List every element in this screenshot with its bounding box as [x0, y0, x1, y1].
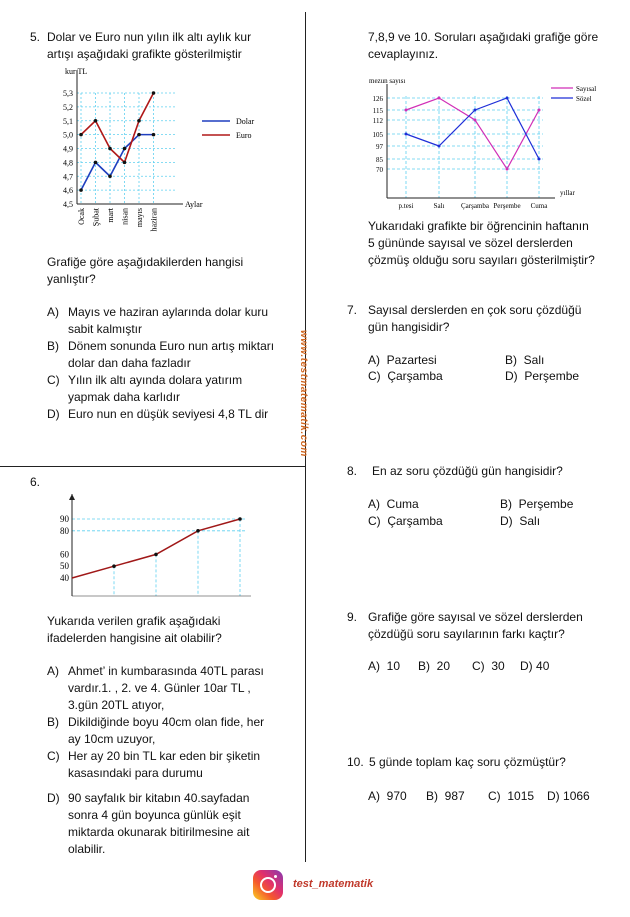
q7-option-b[interactable]: [505, 352, 544, 369]
y-tick-label: 4,9: [63, 144, 73, 154]
q7-option-b-letter: B): [505, 353, 517, 367]
q5-stem-line2: artışı aşağıdaki grafikte gösterilmiştir: [47, 47, 242, 61]
q6-option-a-line3: 3.gün 20TL atıyor,: [68, 698, 165, 712]
x-tick-label: Ocak: [77, 208, 86, 225]
q5-option-a-letter: A): [47, 305, 59, 319]
q5-option-d-letter: D): [47, 407, 60, 421]
q10-option-b-letter: B): [426, 789, 438, 803]
q9-stem-line2: çözdüğü soru sayılarının farkı kaçtır?: [368, 627, 565, 641]
x-tick-label: Çarşamba: [461, 202, 489, 210]
q8-option-c-text: Çarşamba: [387, 514, 443, 528]
legend-label: Sayısal: [576, 85, 597, 93]
q7-option-a-text: Pazartesi: [386, 353, 437, 367]
q7-option-c[interactable]: [368, 368, 443, 385]
q9-option-a-text: 10: [386, 659, 401, 673]
y-axis-label: kur TL: [65, 67, 88, 76]
watermark-text: www.testmatematik.com: [298, 330, 309, 457]
q9-option-d-text: 40: [536, 659, 550, 673]
data-point: [152, 133, 156, 137]
y-tick-label: 40: [60, 573, 69, 583]
study-questions-chart: [325, 76, 620, 216]
desc-line2: 5 gününde sayısal ve sözel derslerden: [368, 236, 573, 250]
y-axis-arrow-icon: [69, 494, 75, 500]
q9-stem-line1: Grafiğe göre sayısal ve sözel derslerden: [368, 610, 583, 624]
q10-option-b[interactable]: [426, 788, 465, 805]
q10-option-a-text: 970: [386, 789, 407, 803]
x-axis-label: yıllar: [560, 189, 575, 197]
instagram-icon-flash: [274, 875, 277, 878]
q10-option-d-letter: D): [547, 789, 560, 803]
q9-option-c-text: 30: [491, 659, 505, 673]
y-tick-label: 90: [60, 514, 69, 524]
data-point: [474, 109, 477, 112]
q5-option-c-letter: C): [47, 373, 60, 387]
q6-option-b-line2: ay 10cm uzuyor,: [68, 732, 156, 746]
series-line-sayisal: [406, 98, 539, 169]
q7-number: 7.: [347, 303, 358, 317]
q7-stem-line1: Sayısal derslerden en çok soru çözdüğü: [368, 303, 582, 317]
q6-option-c-line2: kasasındaki para durumu: [68, 766, 203, 780]
data-point: [438, 97, 441, 100]
q10-option-d-text: 1066: [563, 789, 590, 803]
q6-prompt-line2: ifadelerden hangisine ait olabilir?: [47, 631, 222, 645]
q6-option-b-letter: B): [47, 715, 59, 729]
q7-stem-line2: gün hangisidir?: [368, 320, 450, 334]
y-tick-label: 4,6: [63, 186, 73, 196]
legend-label: Euro: [236, 131, 252, 140]
data-point: [123, 147, 127, 151]
q8-option-c[interactable]: [368, 513, 443, 530]
q8-option-a[interactable]: [368, 496, 419, 513]
data-point: [474, 119, 477, 122]
x-axis-label: Aylar: [185, 200, 203, 209]
q8-stem-line1: En az soru çözdüğü gün hangisidir?: [372, 464, 563, 478]
q9-option-c[interactable]: [472, 658, 505, 675]
q9-option-b-text: 20: [436, 659, 451, 673]
intro-line2: cevaplayınız.: [368, 47, 439, 61]
x-tick-label: Perşembe: [493, 202, 521, 210]
y-tick-label: 112: [372, 117, 383, 125]
q9-option-a-letter: A): [368, 659, 380, 673]
q7-option-d-text: Perşembe: [524, 369, 580, 383]
q6-option-d-line3: miktarda okunarak bitirilmesine ait: [68, 825, 250, 839]
q7-option-a[interactable]: [368, 352, 437, 369]
q8-option-d-text: Salı: [519, 514, 541, 528]
data-point: [506, 97, 509, 100]
data-point: [79, 188, 83, 192]
q8-option-d[interactable]: [500, 513, 540, 530]
q9-option-a[interactable]: [368, 658, 400, 675]
q5-option-d-line1: Euro nun en düşük seviyesi 4,8 TL dir: [68, 407, 269, 421]
data-point: [405, 109, 408, 112]
data-point: [108, 147, 112, 151]
y-tick-label: 4,5: [63, 200, 73, 209]
series-line-sozel: [406, 98, 539, 159]
y-axis-label: mezun sayısı: [369, 77, 406, 85]
q7-option-d[interactable]: [505, 368, 579, 385]
q6-option-d-letter: D): [47, 791, 60, 805]
desc-line3: çözmüş olduğu soru sayıları gösterilmiştir?: [368, 253, 595, 267]
q8-option-d-letter: D): [500, 514, 513, 528]
instagram-icon-lens: [260, 877, 276, 893]
q7-option-c-letter: C): [368, 369, 381, 383]
q5-prompt-line2: yanlıştır?: [47, 272, 96, 286]
y-tick-label: 5,3: [63, 89, 73, 98]
data-point: [94, 161, 98, 165]
q6-prompt-line1: Yukarıda verilen grafik aşağıdaki: [47, 614, 221, 628]
q6-option-b-line1: Dikildiğinde boyu 40cm olan fide, her: [68, 715, 265, 729]
legend-label: Sözel: [576, 95, 592, 103]
q6-number: 6.: [30, 475, 41, 489]
q9-number: 9.: [347, 610, 358, 624]
data-point: [154, 553, 158, 557]
q5-option-a-line2: sabit kalmıştır: [68, 322, 143, 336]
q5-number: 5.: [30, 30, 41, 44]
q10-number: 10.: [347, 755, 364, 769]
series-line: [72, 519, 240, 578]
y-tick-label: 115: [372, 107, 383, 115]
section-divider: [0, 466, 305, 467]
q8-option-b-letter: B): [500, 497, 512, 511]
data-point: [438, 145, 441, 148]
y-tick-label: 85: [376, 156, 383, 164]
x-tick-label: nisan: [120, 208, 130, 225]
data-point: [405, 133, 408, 136]
y-tick-label: 5,0: [63, 130, 73, 140]
y-tick-label: 70: [376, 166, 383, 174]
q10-option-c-letter: C): [488, 789, 501, 803]
q8-number: 8.: [347, 464, 358, 478]
q9-option-b-letter: B): [418, 659, 430, 673]
data-point: [538, 109, 541, 112]
x-tick-label: haziran: [149, 208, 159, 232]
y-tick-label: 80: [60, 525, 69, 536]
q10-option-c[interactable]: [488, 788, 534, 805]
x-tick-label: mayıs: [135, 208, 144, 228]
y-tick-label: 126: [372, 95, 383, 103]
y-tick-label: 5,1: [63, 116, 73, 126]
q5-prompt-line1: Grafiğe göre aşağıdakilerden hangisi: [47, 255, 244, 269]
q6-option-d-line2: sonra 4 gün boyunca günlük eşit: [68, 808, 241, 822]
q10-option-b-text: 987: [444, 789, 465, 803]
y-tick-label: 4,8: [63, 158, 73, 168]
q7-option-c-text: Çarşamba: [387, 369, 443, 383]
q5-option-a-line1: Mayıs ve haziran aylarında dolar kuru: [68, 305, 269, 319]
legend-label: Dolar: [236, 117, 255, 126]
y-tick-label: 97: [376, 143, 383, 151]
x-tick-label: Cuma: [530, 202, 548, 210]
q7-option-a-letter: A): [368, 353, 380, 367]
x-tick-label: mart: [106, 208, 115, 223]
q6-option-d-line1: 90 sayfalık bir kitabın 40.sayfadan: [68, 791, 250, 805]
data-point: [506, 168, 509, 171]
data-point: [112, 564, 116, 568]
q9-option-c-letter: C): [472, 659, 485, 673]
data-point: [123, 161, 127, 165]
q10-stem-line1: 5 günde toplam kaç soru çözmüştür?: [369, 755, 566, 769]
x-tick-label: p.tesi: [398, 202, 414, 210]
q8-option-a-text: Cuma: [386, 497, 419, 511]
q9-option-d-letter: D): [520, 659, 533, 673]
data-point: [137, 119, 141, 123]
data-point: [196, 529, 200, 533]
data-point: [152, 91, 156, 95]
data-point: [79, 133, 83, 137]
q6-option-d-line4: olabilir.: [68, 842, 106, 856]
q5-stem-line1: Dolar ve Euro nun yılın ilk altı aylık kur: [47, 30, 252, 44]
y-tick-label: 4,7: [63, 172, 73, 182]
q8-option-b[interactable]: [500, 496, 573, 513]
data-point: [108, 174, 112, 178]
q7-option-b-text: Salı: [523, 353, 545, 367]
y-tick-label: 60: [60, 549, 69, 560]
data-point: [538, 158, 541, 161]
y-tick-label: 5,2: [63, 102, 73, 112]
q10-option-c-text: 1015: [507, 789, 535, 803]
q9-option-b[interactable]: [418, 658, 450, 675]
q10-option-a[interactable]: [368, 788, 407, 805]
x-tick-label: Salı: [433, 202, 445, 210]
x-tick-label: Şubat: [91, 208, 101, 227]
data-point: [94, 119, 98, 123]
desc-line1: Yukarıdaki grafikte bir öğrencinin haftanın: [368, 219, 589, 233]
instagram-handle[interactable]: test_matematik: [293, 878, 374, 890]
y-tick-label: 50: [60, 561, 69, 572]
series-line-euro: [81, 93, 154, 162]
q6-option-a-line1: Ahmet’ in kumbarasında 40TL parası: [68, 664, 264, 678]
q8-option-a-letter: A): [368, 497, 380, 511]
q8-option-b-text: Perşembe: [518, 497, 574, 511]
q6-growth-chart: [40, 486, 260, 610]
q5-option-b-line2: dolar dan daha fazladır: [68, 356, 191, 370]
q5-option-c-line1: Yılın ilk altı ayında dolara yatırım: [68, 373, 243, 387]
instagram-icon[interactable]: [253, 870, 283, 900]
q5-option-b-letter: B): [47, 339, 59, 353]
q6-option-c-letter: C): [47, 749, 60, 763]
q10-option-d[interactable]: [547, 788, 590, 805]
q6-option-c-line1: Her ay 20 bin TL kar eden bir şiketin: [68, 749, 261, 763]
q9-option-d[interactable]: [520, 658, 549, 675]
q7-option-d-letter: D): [505, 369, 518, 383]
q10-option-a-letter: A): [368, 789, 380, 803]
data-point: [137, 133, 141, 137]
data-point: [238, 517, 242, 521]
q6-option-a-line2: vardır.1. , 2. ve 4. Günler 10ar TL ,: [68, 681, 251, 695]
q6-option-a-letter: A): [47, 664, 59, 678]
q5-option-b-line1: Dönem sonunda Euro nun artış miktarı: [68, 339, 275, 353]
q5-option-c-line2: yapmak daha karlıdır: [68, 390, 181, 404]
intro-line1: 7,8,9 ve 10. Soruları aşağıdaki grafiğe göre: [368, 30, 599, 44]
q8-option-c-letter: C): [368, 514, 381, 528]
q5-exchange-rate-chart: [40, 64, 280, 252]
y-tick-label: 105: [372, 131, 383, 139]
